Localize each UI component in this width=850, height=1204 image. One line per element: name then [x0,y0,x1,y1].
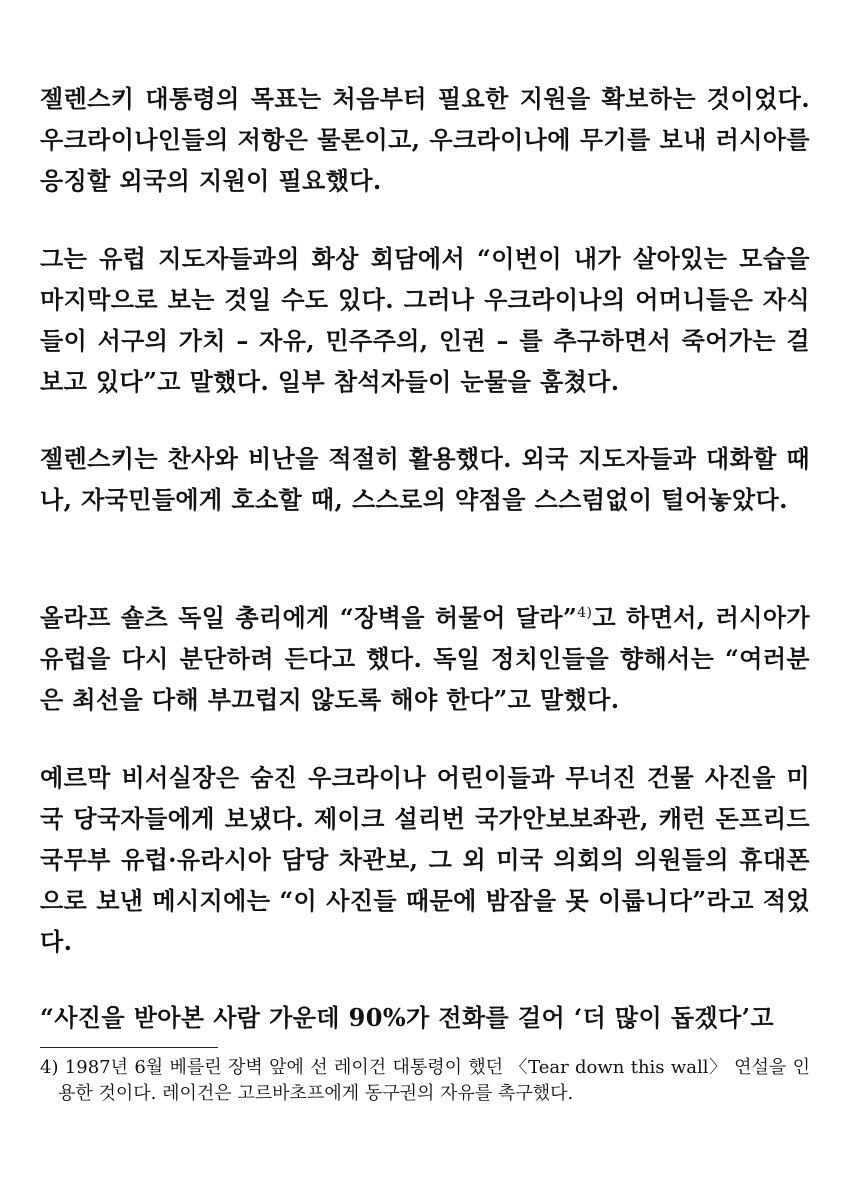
paragraph-6: “사진을 받아본 사람 가운데 90%가 전화를 걸어 ‘더 많이 돕겠다’고 [40,1003,774,1032]
footnote-divider [40,1047,218,1048]
paragraph-3: 젤렌스키는 찬사와 비난을 적절히 활용했다. 외국 지도자들과 대화할 때나, 자국민들에게 호소할 때, 스스로의 약점을 스스럼없이 털어놓았다. [40,444,810,514]
document-page [40,0,810,1204]
paragraph-2: 그는 유럽 지도자들과의 화상 회담에서 “이번이 내가 살아있는 모습을 마지막으로 보는 것일 수도 있다. 그러나 우크라이나의 어머니들은 자식들이 서구의 가치 – 자유, 민주주의, 인권 – 를 추구하면서 죽어가는 걸 보고 있다”고 말했다. 일부 참석자들이 눈물을 훔쳤다. [40,244,810,396]
footnote: 4) 1987년 6월 베를린 장벽 앞에 선 레이건 대통령이 했던 〈Tear down this wall〉 연설을 인용한 것이다. 레이건은 고르바초프에게 동구권의 자유를 촉구했다. [40,1057,810,1104]
paragraph-5: 예르막 비서실장은 숨진 우크라이나 어린이들과 무너진 건물 사진을 미국 당국자들에게 보냈다. 제이크 설리번 국가안보보좌관, 캐런 돈프리드 국무부 유럽·유라시아 담당 차관보, 그 외 미국 의회의 의원들의 휴대폰으로 보낸 메시지에는 “이 사진들 때문에 밤잠을 못 이룹니다”라고 적었다. [40,763,810,956]
paragraph-4 [40,597,810,720]
paragraph-4-text-after: 고 하면서, 러시아가 유럽을 다시 분단하려 든다고 했다. 독일 정치인들을 향해서는 “여러분은 최선을 다해 부끄럽지 않도록 해야 한다”고 말했다. [40,603,810,714]
paragraph-4-text-before: 올라프 숄츠 독일 총리에게 “장벽을 허물어 달라” [40,603,578,632]
footnote-reference: 4) [577,605,593,621]
paragraph-1: 젤렌스키 대통령의 목표는 처음부터 필요한 지원을 확보하는 것이었다. 우크라이나인들의 저항은 물론이고, 우크라이나에 무기를 보내 러시아를 응징할 외국의 지원이 필요했다. [40,84,810,195]
